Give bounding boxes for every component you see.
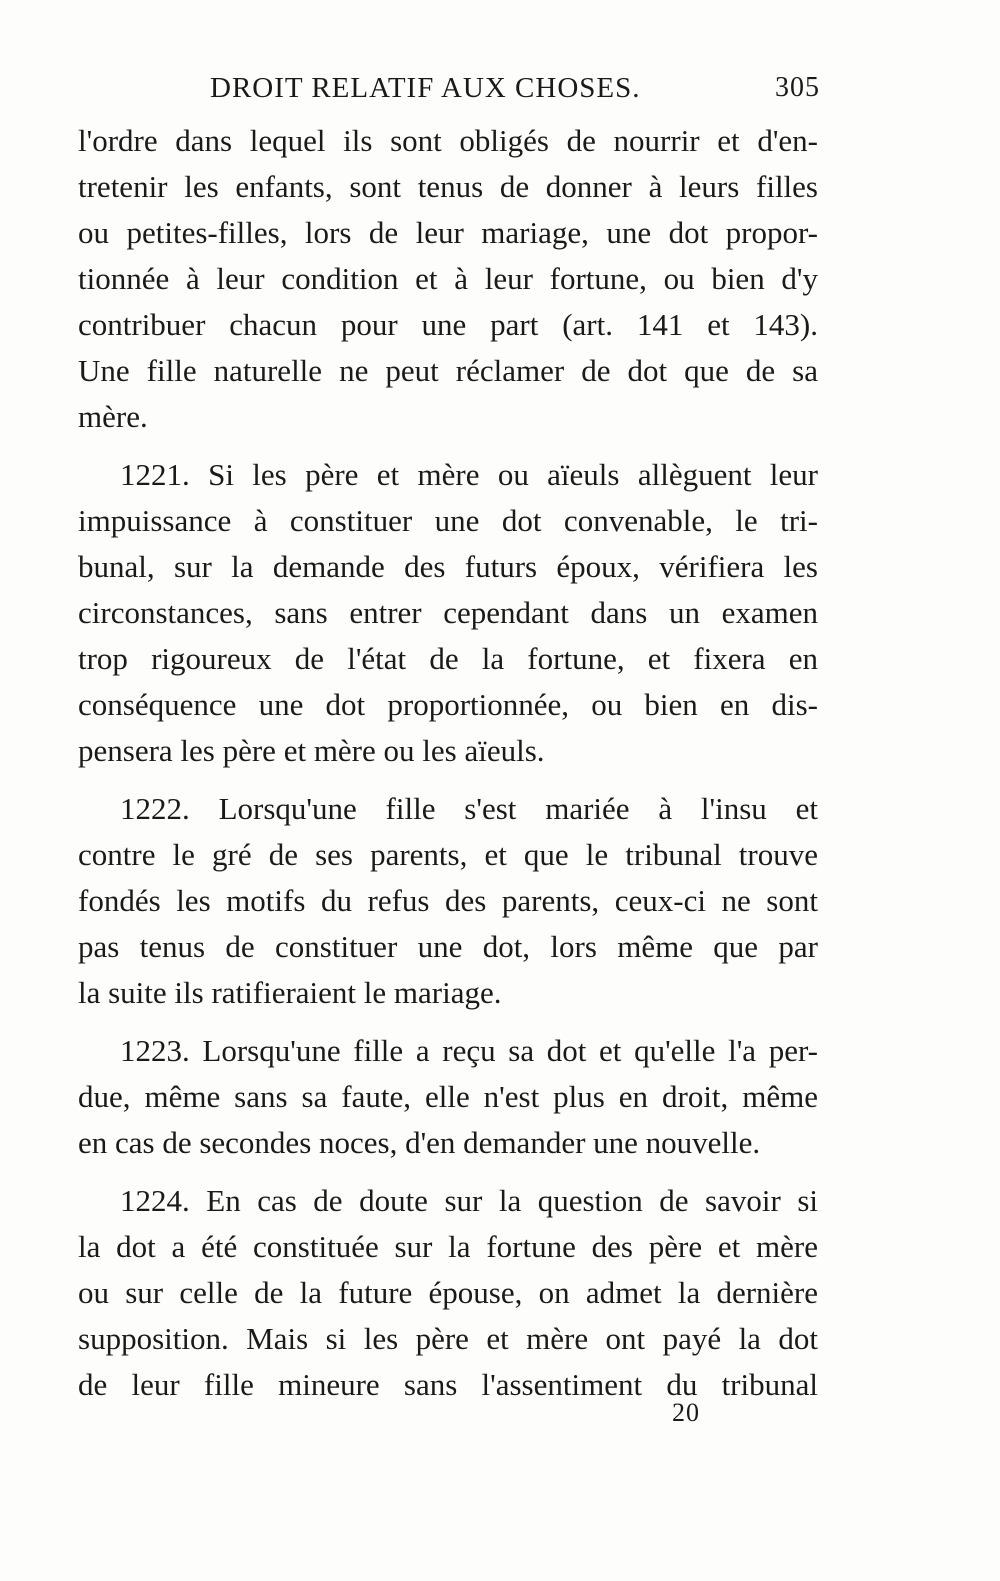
page-number: 305 xyxy=(775,72,820,103)
text-line: trop rigoureux de l'état de la fortune, et fixera en xyxy=(78,641,818,676)
running-title: DROIT RELATIF AUX CHOSES. xyxy=(210,72,641,104)
text-line: fondés les motifs du refus des parents, ceux-ci ne sont xyxy=(78,883,818,918)
text-line: circonstances, sans entrer cependant dans un examen xyxy=(78,595,818,630)
text-line: due, même sans sa faute, elle n'est plus en droit, même xyxy=(78,1079,818,1114)
text-line: contribuer chacun pour une part (art. 141 et 143). xyxy=(78,307,818,342)
article-1222 xyxy=(78,786,818,1016)
signature-mark: 20 xyxy=(672,1398,700,1427)
text-line: 1221. Si les père et mère ou aïeuls allèguent leur xyxy=(120,457,818,492)
text-line: pensera les père et mère ou les aïeuls. xyxy=(78,733,545,768)
paragraph-continuation xyxy=(78,118,818,440)
article-1221 xyxy=(78,452,818,774)
body-text xyxy=(78,118,818,1408)
text-line: 1222. Lorsqu'une fille s'est mariée à l'insu et xyxy=(120,791,818,826)
article-1224 xyxy=(78,1178,818,1408)
text-line: en cas de secondes noces, d'en demander une nouvelle. xyxy=(78,1125,761,1160)
text-line: ou sur celle de la future épouse, on admet la dernière xyxy=(78,1275,818,1310)
text-line: tretenir les enfants, sont tenus de donner à leurs filles xyxy=(78,169,818,204)
text-line: Une fille naturelle ne peut réclamer de dot que de sa xyxy=(78,353,818,388)
text-line: conséquence une dot proportionnée, ou bien en dis- xyxy=(78,687,818,722)
text-line: mère. xyxy=(78,399,148,434)
article-1223 xyxy=(78,1028,818,1166)
text-line: la dot a été constituée sur la fortune des père et mère xyxy=(78,1229,818,1264)
text-line: contre le gré de ses parents, et que le tribunal trouve xyxy=(78,837,818,872)
text-line: impuissance à constituer une dot convenable, le tri- xyxy=(78,503,818,538)
text-line: tionnée à leur condition et à leur fortune, ou bien d'y xyxy=(78,261,818,296)
text-line: 1224. En cas de doute sur la question de savoir si xyxy=(120,1183,818,1218)
text-line: de leur fille mineure sans l'assentiment du tribunal xyxy=(78,1367,818,1402)
text-line: ou petites-filles, lors de leur mariage, une dot propor- xyxy=(78,215,818,250)
text-line: l'ordre dans lequel ils sont obligés de nourrir et d'en- xyxy=(78,123,818,158)
text-line: pas tenus de constituer une dot, lors même que par xyxy=(78,929,818,964)
text-line: la suite ils ratifieraient le mariage. xyxy=(78,975,502,1010)
text-line: bunal, sur la demande des futurs époux, vérifiera les xyxy=(78,549,818,584)
running-head xyxy=(80,72,820,112)
text-line: 1223. Lorsqu'une fille a reçu sa dot et qu'elle l'a per- xyxy=(120,1033,818,1068)
text-line: supposition. Mais si les père et mère ont payé la dot xyxy=(78,1321,818,1356)
